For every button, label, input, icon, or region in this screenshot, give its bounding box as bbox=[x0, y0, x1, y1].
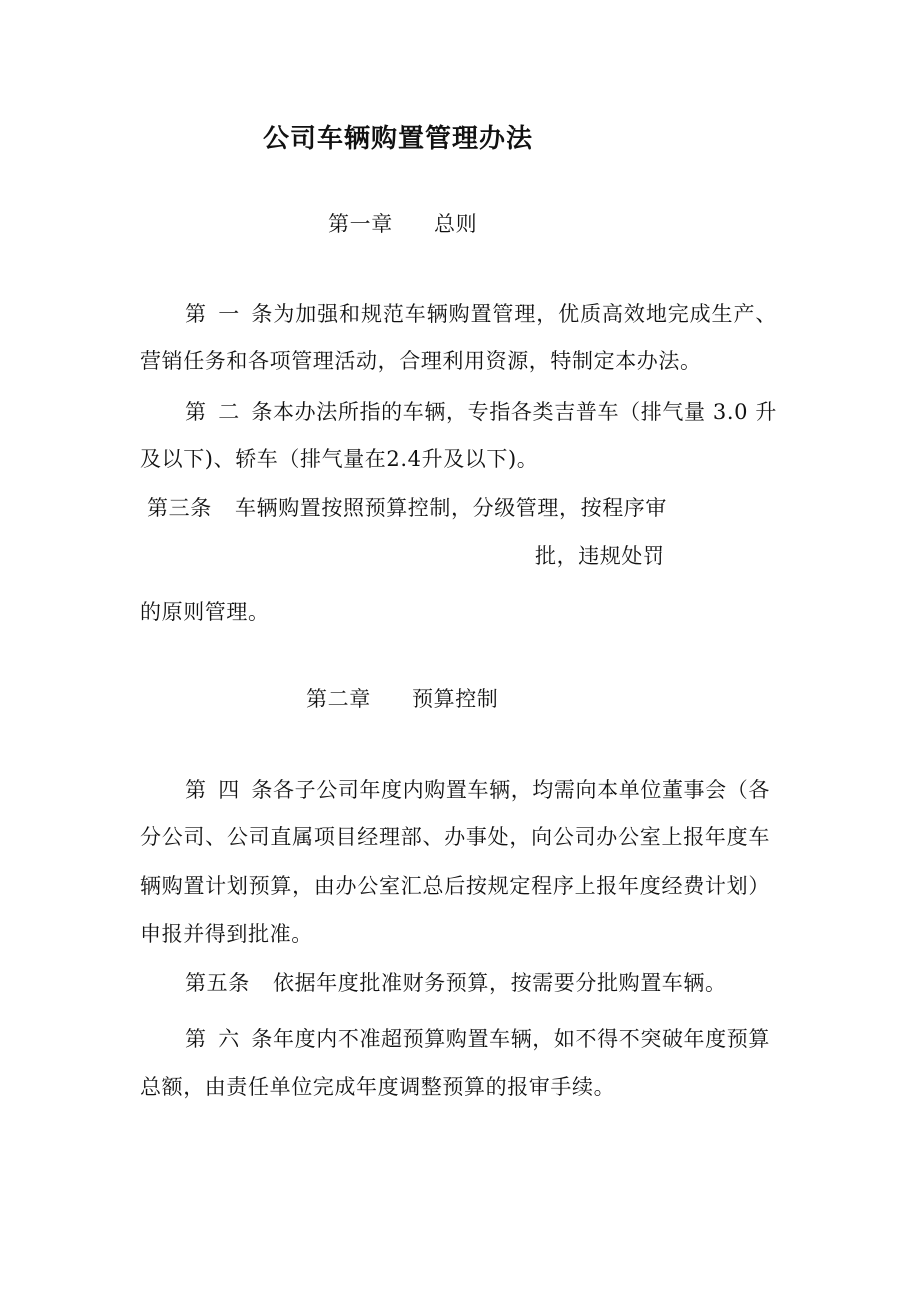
article-6-label: 第六条 bbox=[185, 1027, 273, 1051]
article-2-line-1 bbox=[185, 399, 777, 425]
chapter-2-number: 第二章 bbox=[306, 687, 371, 711]
chapter-1-name: 总则 bbox=[434, 212, 478, 236]
article-5-text: 依据年度批准财务预算，按需要分批购置车辆。 bbox=[273, 971, 727, 995]
article-2-label: 第二条 bbox=[185, 400, 273, 424]
article-4-line-3: 辆购置计划预算，由办公室汇总后按规定程序上报年度经费计划） bbox=[140, 874, 770, 898]
article-4-line-1 bbox=[185, 777, 770, 803]
article-4-text: 各子公司年度内购置车辆，均需向本单位董事会（各 bbox=[273, 778, 770, 802]
article-3-line-1 bbox=[147, 495, 667, 521]
article-1-line-1 bbox=[185, 301, 777, 327]
article-6-line-1 bbox=[185, 1026, 770, 1052]
article-3-line-2: 批，违规处罚 bbox=[535, 544, 665, 568]
article-3-text: 车辆购置按照预算控制，分级管理，按程序审 bbox=[235, 496, 667, 520]
article-1-line-2: 营销任务和各项管理活动，合理利用资源，特制定本办法。 bbox=[140, 349, 702, 373]
article-1-label: 第一条 bbox=[185, 302, 273, 326]
article-2-text: 本办法所指的车辆，专指各类吉普车（排气量 3.0 升 bbox=[273, 400, 777, 424]
article-1-text: 为加强和规范车辆购置管理，优质高效地完成生产、 bbox=[273, 302, 777, 326]
article-2-line-2: 及以下)、轿车（排气量在2.4升及以下)。 bbox=[140, 447, 539, 471]
article-3-label: 第三条 bbox=[147, 496, 212, 520]
article-6-text: 年度内不准超预算购置车辆，如不得不突破年度预算 bbox=[273, 1027, 770, 1051]
document-title: 公司车辆购置管理办法 bbox=[263, 124, 534, 154]
article-5-label: 第五条 bbox=[185, 971, 250, 995]
article-5-line-1 bbox=[185, 970, 727, 996]
article-4-line-4: 申报并得到批准。 bbox=[140, 922, 313, 946]
chapter-1-number: 第一章 bbox=[328, 212, 393, 236]
article-4-label: 第四条 bbox=[185, 778, 273, 802]
chapter-2-name: 预算控制 bbox=[412, 687, 499, 711]
article-6-line-2: 总额，由责任单位完成年度调整预算的报审手续。 bbox=[140, 1075, 616, 1099]
article-4-line-2: 分公司、公司直属项目经理部、办事处，向公司办公室上报年度车 bbox=[140, 825, 770, 849]
article-3-line-3: 的原则管理。 bbox=[140, 600, 270, 624]
